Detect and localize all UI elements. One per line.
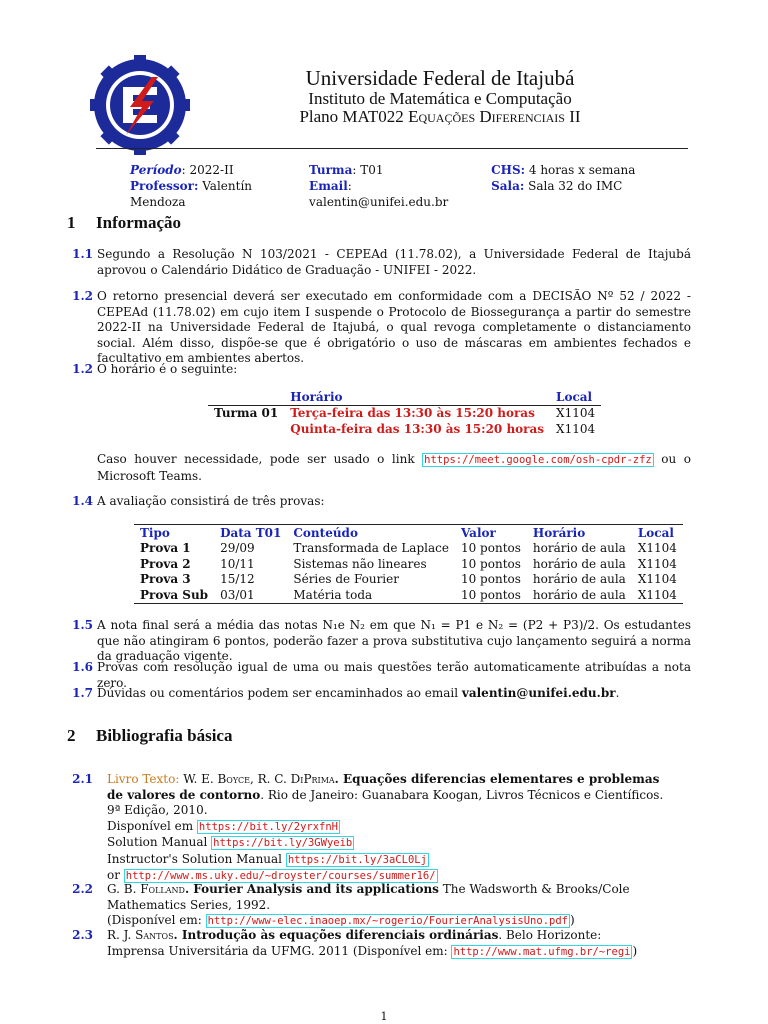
exams-header: Valor [460,525,496,540]
exam-local: X1104 [637,556,677,571]
exam-conteudo: Matéria toda [293,587,373,602]
periodo-value: : 2022-II [181,163,234,177]
bib-3-link[interactable]: http://www.mat.ufmg.br/~regi [453,945,631,958]
chs-label: CHS: [491,163,526,177]
exam-valor: 10 pontos [460,556,521,571]
bib-number: 2.2 [72,882,93,896]
bib-2-author-b: Folland [140,882,185,896]
item-1-1-text: Segundo a Resolução N 103/2021 - CEPEAd (11.78.02), a Universidade Federal de Itajubá aprovou o Calendário Didático de Graduação - UNIFEI - 2022. [97,247,691,277]
section-1-heading [67,213,181,233]
item-1-7-end: . [615,686,620,700]
bib-3-rest: . Belo Horizonte: [498,928,602,942]
bib-1-isol-link[interactable]: https://bit.ly/3aCL0Lj [287,853,427,866]
turma-label: Turma [309,163,353,177]
bib-2-rest: The Wadsworth & Brooks/Cole Mathematics Series, 1992. [107,882,630,912]
bib-3-line2: Imprensa Universitária da UFMG. 2011 (Disponível em: [107,943,452,958]
page-number: 1 [380,1010,388,1023]
bib-1-title: . Equações diferencias elementares e problemas de valores de contorno [107,772,660,802]
exam-local: X1104 [637,587,677,602]
item-1-6-text: Provas com resolução igual de uma ou mais questões terão automaticamente atribuídas a nota zero. [97,660,691,690]
exam-local: X1104 [637,541,677,556]
section-1-number: 1 [67,213,76,232]
course-info [130,162,690,209]
university-logo [90,55,190,155]
email-value: : valentin@unifei.edu.br [309,179,449,209]
exam-tipo: Prova 2 [140,556,191,571]
exam-data: 10/11 [220,556,255,571]
bib-3-author-a: R. J. [107,928,136,942]
sala-label: Sala: [491,179,525,193]
item-number: 1.1 [72,247,93,261]
exam-conteudo: Sistemas não lineares [293,556,427,571]
schedule-turma: Turma 01 [214,406,279,421]
item-number: 1.6 [72,660,93,674]
bib-1-author-c: , R. C. [249,772,291,786]
table-row [134,556,683,572]
bib-entry-3 [107,928,667,960]
exam-conteudo: Séries de Fourier [293,572,399,587]
exam-valor: 10 pontos [460,572,521,587]
plan-code: Plano MAT022 [299,107,409,126]
item-number: 1.5 [72,618,93,632]
table-row [134,572,683,588]
item-1-4-text: A avaliação consistirá de três provas: [97,494,325,508]
bib-3-end: ) [632,943,638,958]
item-number: 1.2 [72,362,93,376]
meet-link[interactable]: https://meet.google.com/osh-cpdr-zfz [424,454,652,466]
bib-1-author-d: DiPrima [290,772,335,786]
item-horario-text: O horário é o seguinte: [97,362,238,376]
sala-value: Sala 32 do IMC [524,179,623,193]
header-rule [96,148,688,149]
bib-1-label: Livro Texto: [107,772,180,786]
professor-value: Valentín Mendoza [130,179,253,209]
item-1-5-text: A nota final será a média das notas N₁e N₂ em que N₁ = P1 e N₂ = (P2 + P3)/2. Os estudantes que não atingiram 6 pontos, poderão fazer a prova substitutiva cujo lançamento seguirá a norma da graduação vigente. [97,618,691,663]
bib-number: 2.3 [72,928,93,942]
section-2-number: 2 [67,726,76,745]
section-2-heading [67,726,232,746]
email-label: Email [309,179,348,193]
schedule-horario: Terça-feira das 13:30 às 15:20 horas [290,406,535,421]
contact-email: valentin@unifei.edu.br [461,686,616,700]
bib-1-isol-label: Instructor's Solution Manual [107,851,286,866]
schedule-horario: Quinta-feira das 13:30 às 15:20 horas [290,421,545,436]
exam-valor: 10 pontos [460,541,521,556]
institute-name: Instituto de Matemática e Computação [308,89,572,108]
turma-value: : T01 [352,163,384,177]
bib-2-disp-end: ) [569,913,575,927]
bib-1-sol-label: Solution Manual [107,835,212,849]
bib-2-disp-link[interactable]: http://www-elec.inaoep.mx/~rogerio/FourierAnalysisUno.pdf [207,915,568,927]
item-1-2-text: O retorno presencial deverá ser executado em conformidade com a DECISÃO Nº 52 / 2022 - CEPEAd (11.78.02) em cujo item I suspende o Protocolo de Biossegurança a partir do semestre 2022-II na Universidade Federal de Itajubá, o qual revoga completamente o distanciamento social. Além disso, dispõe-se que é obrigatório o uso de máscaras em ambientes fechados e facultativo em ambientes abertos. [97,289,691,365]
bib-3-title: . Introdução às equações diferenciais ordinárias [173,928,499,942]
university-name: Universidade Federal de Itajubá [305,66,575,90]
schedule-col-horario: Horário [290,389,343,404]
exam-conteudo: Transformada de Laplace [293,541,449,556]
exams-header: Conteúdo [293,525,358,540]
schedule-table [208,389,601,437]
exam-local: X1104 [637,572,677,587]
table-row [134,541,683,557]
bib-1-disp-link[interactable]: https://bit.ly/2yrxfnH [198,820,338,833]
bib-2-disp-label: (Disponível em: [107,913,206,927]
bib-1-rest: . Rio de Janeiro: Guanabara Koogan, Livros Técnicos e Científicos. 9ª Edição, 2010. [107,787,664,817]
exam-data: 03/01 [220,587,255,602]
bib-1-author-b: Boyce [217,772,250,786]
exam-tipo: Prova 3 [140,572,191,587]
meet-text-after: ou o Microsoft Teams. [97,452,692,483]
exam-data: 29/09 [220,541,255,556]
meet-text-before: Caso houver necessidade, pode ser usado o link [97,452,423,466]
periodo-label: Período [130,163,182,177]
bib-1-or-link[interactable]: http://www.ms.uky.edu/~droyster/courses/summer16/ [125,870,436,882]
exam-horario: horário de aula [532,556,626,571]
bib-number: 2.1 [72,772,93,786]
bib-1-or-label: or [107,868,124,882]
exams-header: Horário [532,525,586,540]
item-number: 1.7 [72,686,93,700]
professor-label: Professor: [130,179,199,193]
exam-horario: horário de aula [532,587,626,602]
bib-entry-1 [107,772,667,885]
chs-value: 4 horas x semana [525,163,636,177]
section-2-title: Bibliografia básica [96,726,233,745]
exam-tipo: Prova Sub [140,587,209,602]
table-row [134,587,683,603]
exam-horario: horário de aula [532,572,626,587]
exams-header: Local [637,525,674,540]
schedule-local: X1104 [556,421,596,436]
exams-table [134,524,683,604]
exams-header: Tipo [140,525,170,540]
exam-valor: 10 pontos [460,587,521,602]
exams-header: Data T01 [220,525,282,540]
plan-title [200,107,680,127]
item-1-7-text [97,686,691,702]
meet-link-paragraph [97,452,691,484]
schedule-col-local: Local [556,389,593,404]
schedule-local: X1104 [556,406,596,421]
item-number: 1.2 [72,289,93,303]
plan-course-name: Equações Diferenciais II [408,107,581,126]
section-1-title: Informação [96,213,181,232]
exam-tipo: Prova 1 [140,541,191,556]
exam-horario: horário de aula [532,541,626,556]
item-number: 1.4 [72,494,93,508]
bib-2-title: . Fourier Analysis and its applications [184,882,439,896]
bib-1-sol-link[interactable]: https://bit.ly/3GWyeib [213,837,353,849]
bib-entry-2 [107,882,667,930]
bib-2-author-a: G. B. [107,882,141,896]
item-1-7-lead: Dúvidas ou comentários podem ser encaminhados ao email [97,686,462,700]
exam-data: 15/12 [220,572,255,587]
bib-1-disp-label: Disponível em [107,818,197,833]
bib-1-author-a: W. E. [179,772,218,786]
bib-3-author-b: Santos [135,928,174,942]
